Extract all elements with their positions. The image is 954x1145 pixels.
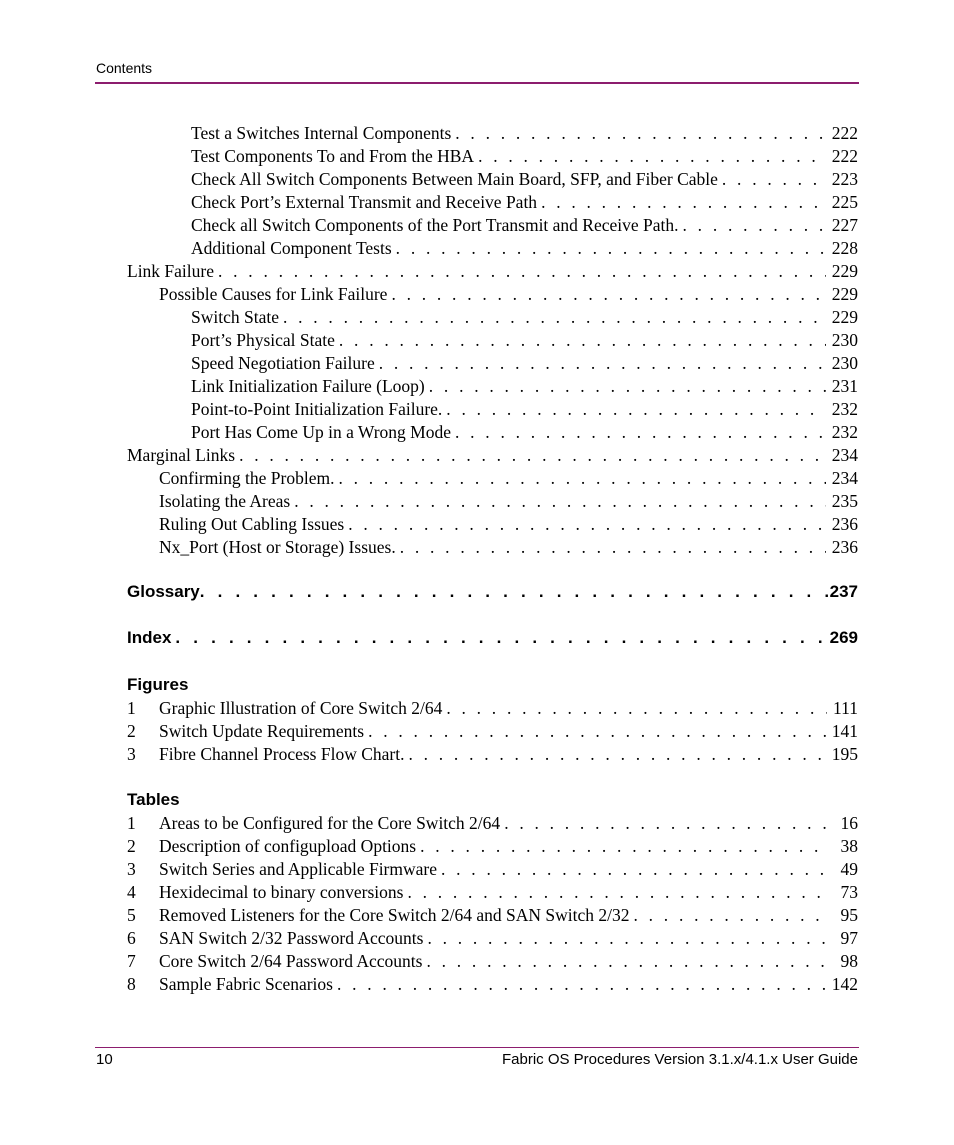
toc-entry[interactable] xyxy=(127,283,858,306)
figure-title: Switch Update Requirements xyxy=(159,720,368,743)
table-page: 98 xyxy=(840,951,858,971)
table-page: 142 xyxy=(831,974,858,994)
toc-entry[interactable] xyxy=(127,191,858,214)
glossary-entry[interactable] xyxy=(127,580,858,604)
toc-entry-page: 229 xyxy=(831,307,858,327)
figures-section xyxy=(127,673,858,766)
toc-entry-title: Nx_Port (Host or Storage) Issues. xyxy=(159,536,400,559)
table-number: 2 xyxy=(127,836,136,856)
table-page: 73 xyxy=(840,882,858,902)
toc-entry-page: 234 xyxy=(831,445,858,465)
table-entry[interactable] xyxy=(127,858,858,881)
header-rule xyxy=(95,82,859,84)
toc-entry-page: 227 xyxy=(831,215,858,235)
table-page: 97 xyxy=(840,928,858,948)
toc-entry-page: 231 xyxy=(831,376,858,396)
toc-entry-page: 230 xyxy=(831,353,858,373)
table-entry[interactable] xyxy=(127,950,858,973)
table-title: Switch Series and Applicable Firmware xyxy=(159,858,441,881)
table-entry[interactable] xyxy=(127,881,858,904)
toc-entry-title: Check all Switch Components of the Port Transmit and Receive Path. xyxy=(191,214,683,237)
toc-entry[interactable] xyxy=(127,352,858,375)
figure-title: Graphic Illustration of Core Switch 2/64 xyxy=(159,697,446,720)
table-entry[interactable] xyxy=(127,812,858,835)
index-entry[interactable] xyxy=(127,626,858,650)
toc-entry[interactable] xyxy=(127,306,858,329)
figure-number: 2 xyxy=(127,721,136,741)
index-title: Index xyxy=(127,626,175,650)
running-header: Contents xyxy=(96,60,153,76)
glossary-page: 237 xyxy=(829,582,858,601)
toc-entry[interactable] xyxy=(127,237,858,260)
table-title: Removed Listeners for the Core Switch 2/64 and SAN Switch 2/32 xyxy=(159,904,634,927)
toc-entry-title: Confirming the Problem. xyxy=(159,467,338,490)
toc-entry[interactable] xyxy=(127,536,858,559)
toc-entry-page: 236 xyxy=(831,537,858,557)
table-number: 6 xyxy=(127,928,136,948)
toc-list xyxy=(127,122,858,559)
toc-entry-title: Speed Negotiation Failure xyxy=(191,352,379,375)
table-number: 8 xyxy=(127,974,136,994)
toc-entry[interactable] xyxy=(127,260,858,283)
table-number: 1 xyxy=(127,813,136,833)
toc-entry-title: Point-to-Point Initialization Failure. xyxy=(191,398,446,421)
toc-entry[interactable] xyxy=(127,398,858,421)
toc-entry[interactable] xyxy=(127,145,858,168)
toc-entry[interactable] xyxy=(127,467,858,490)
footer-doc-title: Fabric OS Procedures Version 3.1.x/4.1.x User Guide xyxy=(502,1051,858,1068)
toc-entry-title: Port Has Come Up in a Wrong Mode xyxy=(191,421,455,444)
toc-entry-page: 222 xyxy=(831,123,858,143)
toc-entry-title: Additional Component Tests xyxy=(191,237,396,260)
glossary-title: Glossary xyxy=(127,580,200,604)
toc-entry-title: Possible Causes for Link Failure xyxy=(159,283,391,306)
toc-entry-page: 223 xyxy=(831,169,858,189)
toc-entry-page: 222 xyxy=(831,146,858,166)
table-number: 3 xyxy=(127,859,136,879)
table-title: SAN Switch 2/32 Password Accounts xyxy=(159,927,427,950)
toc-entry[interactable] xyxy=(127,421,858,444)
table-title: Hexidecimal to binary conversions xyxy=(159,881,407,904)
toc-entry[interactable] xyxy=(127,490,858,513)
table-entry[interactable] xyxy=(127,904,858,927)
figure-page: 141 xyxy=(831,721,858,741)
footer-rule xyxy=(95,1047,859,1048)
table-number: 4 xyxy=(127,882,136,902)
toc-entry[interactable] xyxy=(127,329,858,352)
toc-entry[interactable] xyxy=(127,168,858,191)
glossary-entry-wrap xyxy=(127,580,858,604)
table-title: Areas to be Configured for the Core Switch 2/64 xyxy=(159,812,504,835)
table-number: 7 xyxy=(127,951,136,971)
toc-entry-page: 228 xyxy=(831,238,858,258)
toc-entry-title: Marginal Links xyxy=(127,444,239,467)
table-title: Core Switch 2/64 Password Accounts xyxy=(159,950,426,973)
toc-entry-page: 229 xyxy=(831,284,858,304)
figure-number: 3 xyxy=(127,744,136,764)
table-page: 95 xyxy=(840,905,858,925)
table-title: Sample Fabric Scenarios xyxy=(159,973,337,996)
figure-page: 195 xyxy=(831,744,858,764)
toc-entry-title: Test a Switches Internal Components xyxy=(191,122,455,145)
table-page: 38 xyxy=(840,836,858,856)
toc-entry-title: Ruling Out Cabling Issues xyxy=(159,513,348,536)
figure-number: 1 xyxy=(127,698,136,718)
toc-entry-page: 232 xyxy=(831,399,858,419)
table-entry[interactable] xyxy=(127,927,858,950)
toc-entry-title: Isolating the Areas xyxy=(159,490,294,513)
tables-heading: Tables xyxy=(127,790,180,809)
index-page: 269 xyxy=(829,628,858,647)
toc-entry-title: Link Failure xyxy=(127,260,218,283)
figure-entry[interactable] xyxy=(127,697,858,720)
toc-entry-title: Link Initialization Failure (Loop) xyxy=(191,375,429,398)
toc-entry-title: Check Port’s External Transmit and Receive Path xyxy=(191,191,541,214)
toc-entry-page: 229 xyxy=(831,261,858,281)
toc-entry-title: Port’s Physical State xyxy=(191,329,339,352)
toc-entry-page: 236 xyxy=(831,514,858,534)
toc-entry-page: 230 xyxy=(831,330,858,350)
toc-entry-page: 225 xyxy=(831,192,858,212)
toc-entry-title: Test Components To and From the HBA xyxy=(191,145,478,168)
table-page: 16 xyxy=(840,813,858,833)
toc-entry[interactable] xyxy=(127,513,858,536)
toc-entry-page: 235 xyxy=(831,491,858,511)
page-number: 10 xyxy=(96,1051,113,1068)
table-entry[interactable] xyxy=(127,973,858,996)
toc-entry-page: 234 xyxy=(831,468,858,488)
toc-entry[interactable] xyxy=(127,122,858,145)
table-number: 5 xyxy=(127,905,136,925)
toc-entry[interactable] xyxy=(127,214,858,237)
figures-heading: Figures xyxy=(127,675,189,694)
index-entry-wrap xyxy=(127,626,858,650)
tables-section xyxy=(127,788,858,996)
figure-page: 111 xyxy=(833,698,858,718)
figure-entry[interactable] xyxy=(127,743,858,766)
toc-entry[interactable] xyxy=(127,375,858,398)
toc-entry-page: 232 xyxy=(831,422,858,442)
table-page: 49 xyxy=(840,859,858,879)
table-entry[interactable] xyxy=(127,835,858,858)
toc-entry[interactable] xyxy=(127,444,858,467)
figure-entry[interactable] xyxy=(127,720,858,743)
toc-entry-title: Switch State xyxy=(191,306,283,329)
toc-entry-title: Check All Switch Components Between Main Board, SFP, and Fiber Cable xyxy=(191,168,722,191)
figure-title: Fibre Channel Process Flow Chart. xyxy=(159,743,408,766)
table-title: Description of configupload Options xyxy=(159,835,420,858)
